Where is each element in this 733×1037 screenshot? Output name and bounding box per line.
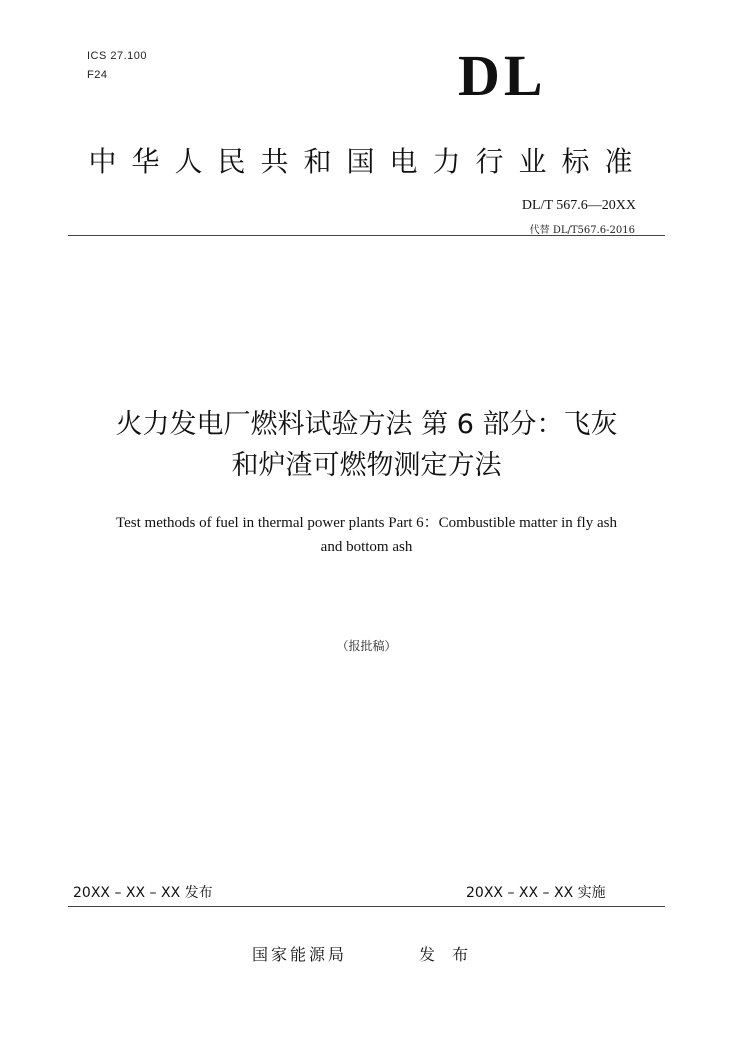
draft-stage-label: （报批稿）	[336, 639, 397, 653]
ics-code: ICS 27.100	[87, 50, 148, 62]
footer-divider	[68, 906, 665, 907]
industry-standard-heading: 中华人民共和国电力行业标准	[88, 145, 648, 178]
issue-label: 发 布	[419, 945, 475, 964]
replaces-standard: 代替 DL/T567.6-2016	[529, 225, 635, 236]
issuing-authority: 国家能源局	[252, 945, 348, 964]
title-english-line-2: and bottom ash	[320, 539, 413, 555]
title-chinese-line-1: 火力发电厂燃料试验方法 第 6 部分：飞灰	[115, 409, 618, 440]
implement-date: 20XX – XX – XX 实施	[466, 885, 606, 901]
header-divider	[68, 235, 665, 236]
title-chinese-line-2: 和炉渣可燃物测定方法	[231, 450, 502, 481]
title-english-line-1: Test methods of fuel in thermal power plants Part 6：Combustible matter in fly ash	[116, 515, 617, 531]
dl-logo: DL	[458, 43, 547, 108]
standard-number: DL/T 567.6—20XX	[521, 198, 636, 213]
ccs-code: F24	[87, 69, 108, 81]
title-chinese	[40, 404, 693, 486]
title-english	[40, 511, 693, 559]
publish-date: 20XX – XX – XX 发布	[73, 885, 213, 901]
